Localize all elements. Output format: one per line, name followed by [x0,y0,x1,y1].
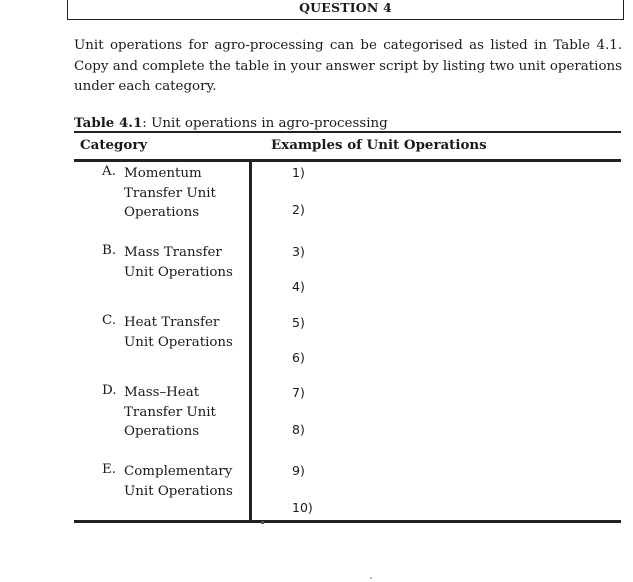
row-c-item-2: 6) [292,350,305,365]
header-examples: Examples of Unit Operations [271,137,487,153]
question-title: QUESTION 4 [299,0,392,15]
row-b-item-1: 3) [292,244,305,259]
row-b-item-2: 4) [292,279,305,294]
row-d-item-2: 8) [292,422,305,437]
table-bottom-rule [74,520,621,523]
row-e-item-1: 9) [292,463,305,478]
row-a-item-2: 2) [292,202,305,217]
row-c-item-1: 5) [292,315,305,330]
row-a-category: Momentum Transfer Unit Operations [124,166,216,220]
row-d-category: Mass–Heat Transfer Unit Operations [124,385,216,439]
row-a-item-1: 1) [292,165,305,180]
row-e-category: Complementary Unit Operations [124,464,233,499]
table-top-rule [74,131,621,133]
table-column-divider [249,160,252,522]
row-c-category: Heat Transfer Unit Operations [124,315,233,350]
row-c-letter: C. [102,313,117,328]
header-category: Category [80,137,148,153]
row-d-item-1: 7) [292,385,305,400]
scan-dot [370,577,372,579]
question-header-box [67,0,624,20]
row-b-letter: B. [102,243,117,258]
table-caption-text: : Unit operations in agro-processing [142,116,388,131]
row-d-letter: D. [102,383,117,398]
row-b-category: Mass Transfer Unit Operations [124,245,233,280]
scan-speck [261,521,264,524]
row-a-letter: A. [102,164,116,179]
row-e-letter: E. [102,462,117,477]
table-caption-label: Table 4.1 [74,115,143,131]
row-e-item-2: 10) [292,500,313,515]
intro-paragraph: Unit operations for agro-processing can be categorised as listed in Table 4.1. Copy and complete the table in your answer script by listing two unit operations under each category. [74,38,622,94]
table-header-rule [74,159,621,162]
table-caption [74,115,388,131]
